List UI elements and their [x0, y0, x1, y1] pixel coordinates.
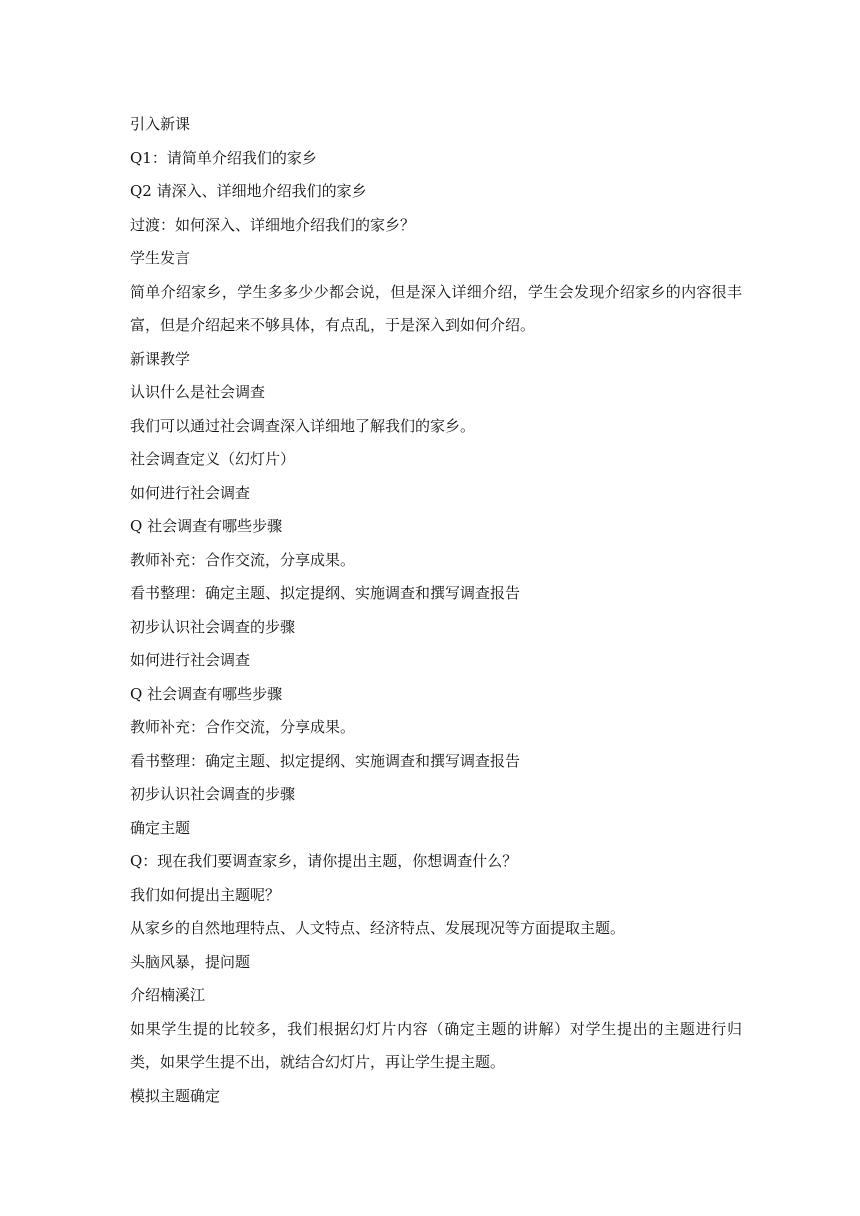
student-speech-heading: 学生发言 [130, 249, 191, 267]
document-body [130, 108, 742, 1113]
subheading-determine-topic: 确定主题 [130, 818, 191, 837]
paragraph-simulate-topic: 模拟主题确定 [130, 1086, 221, 1105]
section-heading-intro: 引入新课 [130, 115, 191, 133]
transition-text: 过渡：如何深入、详细地介绍我们的家乡？ [130, 215, 416, 234]
teacher-supplement-repeat: 教师补充：合作交流，分享成果。 [130, 718, 356, 736]
book-summary-repeat: 看书整理：确定主题、拟定提纲、实施调查和撰写调查报告 [130, 751, 521, 770]
student-speech-paragraph: 简单介绍家乡，学生多多少少都会说，但是深入详细介绍，学生会发现介绍家乡的内容很丰富，但是介绍起来不够具体，有点乱，于是深入到如何介绍。 [130, 282, 742, 334]
question-q1: Q1：请简单介绍我们的家乡 [130, 148, 317, 167]
subheading-how-to-survey-repeat: 如何进行社会调查 [130, 651, 251, 669]
subheading-how-to-survey: 如何进行社会调查 [130, 483, 251, 502]
paragraph-topic-sources: 从家乡的自然地理特点、人文特点、经济特点、发展现况等方面提取主题。 [130, 919, 626, 937]
teacher-supplement: 教师补充：合作交流，分享成果。 [130, 550, 356, 569]
question-survey-steps: Q 社会调查有哪些步骤 [130, 517, 283, 535]
question-propose-topic: Q：现在我们要调查家乡，请你提出主题，你想调查什么？ [130, 852, 518, 870]
paragraph-survey-intro: 我们可以通过社会调查深入详细地了解我们的家乡。 [130, 416, 476, 435]
question-how-propose: 我们如何提出主题呢？ [130, 885, 281, 904]
paragraph-brainstorm: 头脑风暴，提问题 [130, 952, 251, 971]
paragraph-survey-definition: 社会调查定义（幻灯片） [130, 450, 296, 468]
book-summary: 看书整理：确定主题、拟定提纲、实施调查和撰写调查报告 [130, 584, 521, 602]
paragraph-classification: 如果学生提的比较多，我们根据幻灯片内容（确定主题的讲解）对学生提出的主题进行归类，如果学生提不出，就结合幻灯片，再让学生提主题。 [130, 1019, 742, 1071]
question-q2: Q2 请深入、详细地介绍我们的家乡 [130, 182, 367, 200]
paragraph-initial-steps-repeat: 初步认识社会调查的步骤 [130, 785, 296, 803]
paragraph-initial-steps: 初步认识社会调查的步骤 [130, 617, 296, 636]
question-survey-steps-repeat: Q 社会调查有哪些步骤 [130, 684, 283, 703]
section-heading-new-lesson: 新课教学 [130, 349, 191, 368]
subheading-what-is-survey: 认识什么是社会调查 [130, 383, 266, 401]
paragraph-nanxi-river: 介绍楠溪江 [130, 986, 206, 1004]
